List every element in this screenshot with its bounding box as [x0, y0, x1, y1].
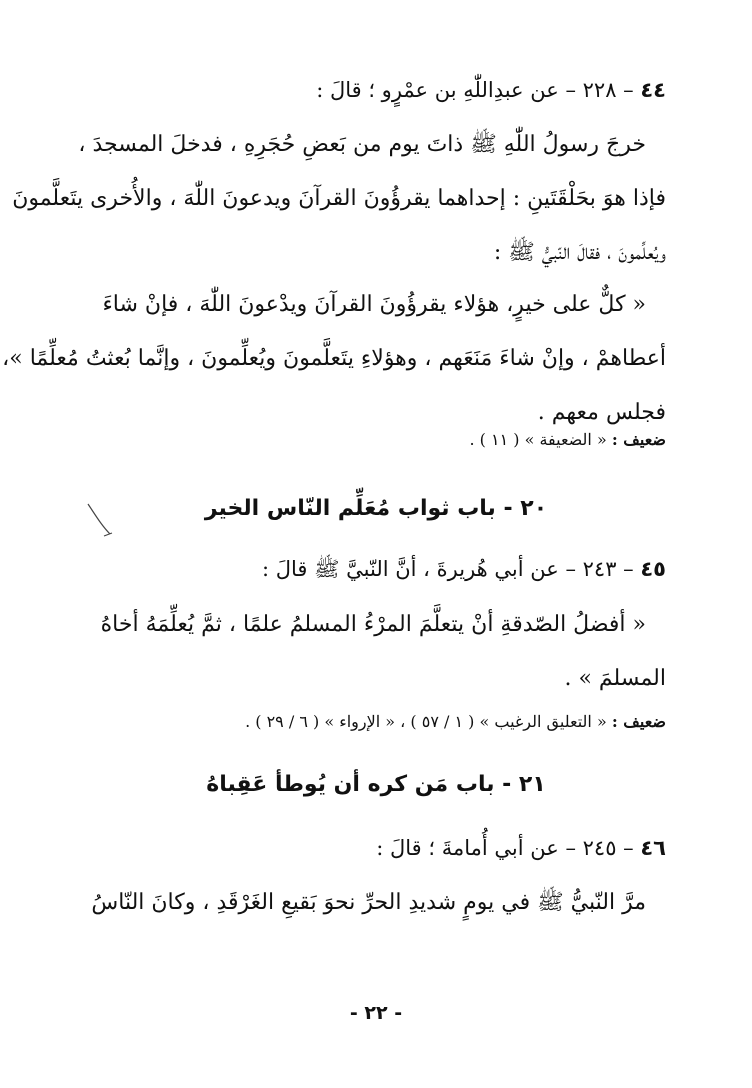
hadith-45-isnad: – ٢٤٣ – عن أبي هُريرةَ ، أنَّ النّبيَّ ﷺ قالَ : [262, 557, 634, 581]
text-line: فجلس معهم . [537, 400, 666, 425]
text-line: المسلمَ » . [564, 666, 666, 691]
hadith-44-text [12, 118, 666, 280]
text-line: « كلٌّ على خيرٍ، هؤلاء يقرؤُونَ القرآنَ ويدْعونَ اللّٰهَ ، فإنْ شاءَ [102, 292, 646, 317]
hadith-45-grading [82, 712, 666, 731]
hadith-45-header [82, 556, 666, 587]
text-line: فإذا هوَ بحَلْقَتَينِ : إحداهما يقرؤُونَ القرآنَ ويدعونَ اللّٰهَ ، والأُخرى يتَعلَّمونَ [12, 186, 666, 211]
hadith-44-number: ٤٤ [640, 78, 666, 102]
text-line: « أفضلُ الصّدقةِ أنْ يتعلَّمَ المرْءُ المسلمُ علمًا ، ثمَّ يُعلِّمَهُ أخاهُ [100, 612, 646, 637]
hadith-46-header [82, 836, 666, 860]
hadith-44-header [82, 78, 666, 102]
text-line: مرَّ النّبيُّ ﷺ في يومٍ شديدِ الحرِّ نحوَ بَقيعِ الغَرْقَدِ ، وكانَ النّاسُ [91, 890, 646, 915]
chapter-20-heading: ٢٠ - باب ثواب مُعَلِّم النّاس الخير [204, 496, 548, 521]
text-line: خرجَ رسولُ اللّٰهِ ﷺ ذاتَ يوم من بَعضِ حُجَرِهِ ، فدخلَ المسجدَ ، [78, 132, 646, 157]
grade-label: ضعيف : [611, 430, 666, 449]
hadith-46-number: ٤٦ [640, 836, 666, 860]
hadith-44-grading [82, 430, 666, 449]
hadith-45-number: ٤٥ [640, 557, 666, 581]
page-number: - ٢٢ - [349, 1002, 403, 1024]
text-line: ويُعلِّمونَ ، فقالَ النّبيُّ ﷺ : [493, 240, 666, 265]
grade-reference: « التعليق الرغيب » ( ١ / ٥٧ ) ، « الإرواء » ( ٦ / ٢٩ ) . [245, 712, 607, 731]
hadith-44-quote [2, 278, 666, 440]
grade-label: ضعيف : [611, 712, 666, 731]
grade-reference: « الضعيفة » ( ١١ ) . [469, 430, 607, 449]
chapter-21-heading: ٢١ - باب مَن كره أن يُوطأ عَقِباهُ [206, 772, 546, 797]
pen-stroke-mark [84, 500, 114, 540]
text-line: أعطاهمْ ، وإنْ شاءَ مَنَعَهم ، وهؤلاءِ يتَعلَّمونَ ويُعلِّمونَ ، وإنَّما بُعثتُ مُعلِّمًا »، [2, 346, 666, 371]
hadith-46-text [82, 876, 666, 930]
hadith-44-isnad: – ٢٢٨ – عن عبدِاللّٰهِ بن عمْرٍو ؛ قالَ : [316, 78, 634, 102]
hadith-46-isnad: – ٢٤٥ – عن أبي أُمامةَ ؛ قالَ : [376, 836, 634, 860]
hadith-45-text [82, 598, 666, 706]
